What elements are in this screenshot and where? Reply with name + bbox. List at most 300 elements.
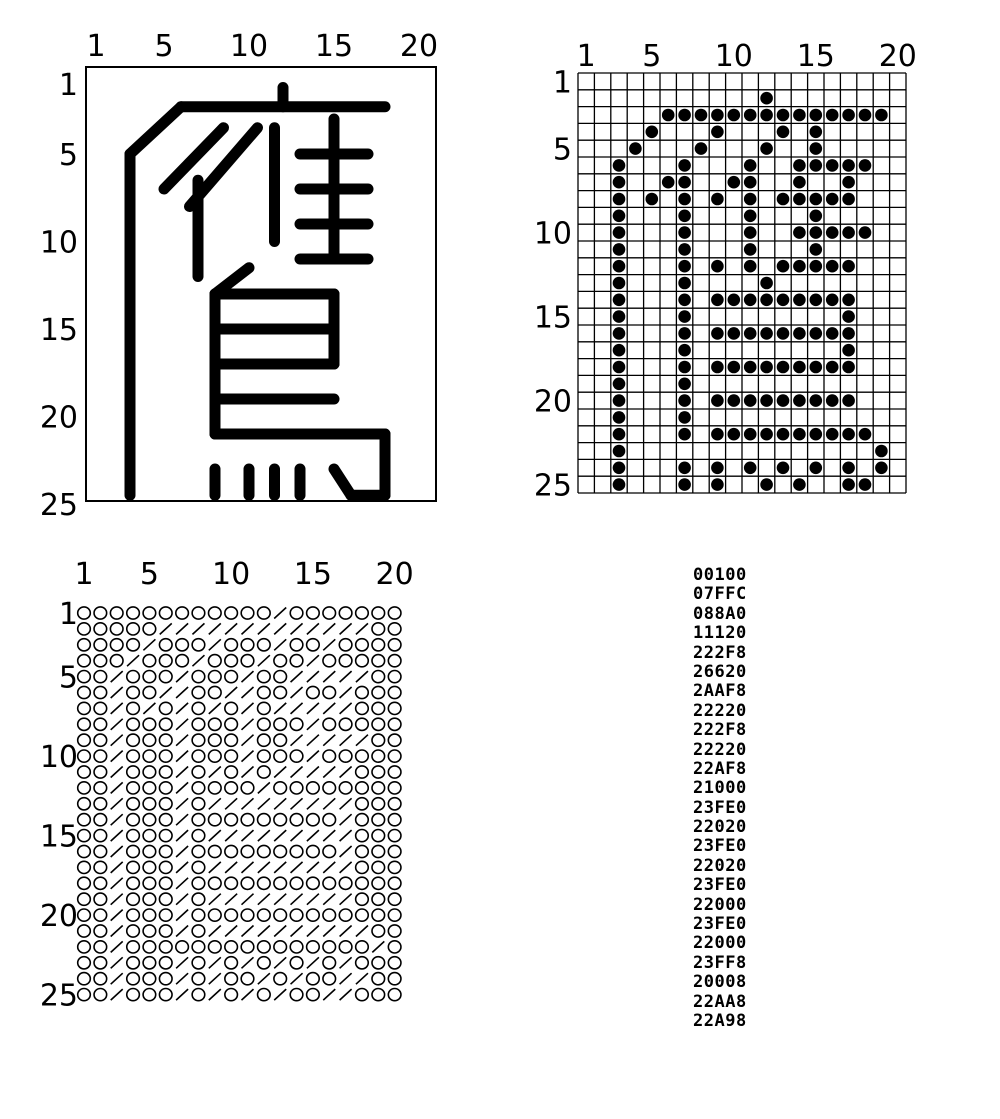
pattern-slash <box>209 989 221 1000</box>
pattern-o <box>356 750 369 762</box>
column-tick-label: 10 <box>229 29 269 64</box>
pattern-o <box>78 686 91 698</box>
pattern-o <box>192 830 205 842</box>
pattern-o <box>209 877 222 889</box>
pattern-o <box>159 925 172 937</box>
pattern-o <box>127 686 140 698</box>
pattern-slash <box>291 767 303 778</box>
pattern-slash <box>340 846 352 857</box>
filled-dot <box>613 294 626 307</box>
hex-code-row: 2AAF8 <box>693 681 747 702</box>
filled-dot <box>760 327 773 340</box>
pattern-o <box>143 734 156 746</box>
pattern-o <box>388 623 401 635</box>
row-tick-label: 1 <box>552 65 572 101</box>
hex-code-row: 222F8 <box>693 642 747 663</box>
pattern-o <box>258 941 271 953</box>
pattern-o <box>94 830 107 842</box>
pattern-o <box>143 623 156 635</box>
pattern-o <box>356 686 369 698</box>
filled-dot <box>711 327 724 340</box>
pattern-slash <box>323 926 335 937</box>
pattern-o <box>372 607 385 619</box>
filled-dot <box>678 193 691 206</box>
pattern-o <box>225 734 238 746</box>
pattern-o <box>274 941 287 953</box>
filled-dot <box>842 176 855 189</box>
filled-dot <box>678 344 691 357</box>
pattern-o <box>94 718 107 730</box>
pattern-o <box>78 893 91 905</box>
pattern-o <box>258 702 271 714</box>
pattern-slash <box>323 703 335 714</box>
pattern-o <box>225 989 238 1001</box>
pattern-o <box>209 655 222 667</box>
pattern-slash <box>111 671 123 682</box>
pattern-o <box>78 909 91 921</box>
filled-dot <box>711 109 724 122</box>
filled-dot <box>793 361 806 374</box>
filled-dot <box>744 243 757 256</box>
pattern-o <box>94 941 107 953</box>
pattern-o <box>356 893 369 905</box>
hex-code-row: 22220 <box>693 739 747 760</box>
pattern-slash <box>323 767 335 778</box>
pattern-slash <box>307 862 319 873</box>
pattern-o <box>323 686 336 698</box>
pattern-slash <box>111 782 123 793</box>
row-tick-label: 5 <box>552 132 572 168</box>
pattern-o <box>94 639 107 651</box>
filled-dot <box>744 109 757 122</box>
pattern-o <box>225 766 238 778</box>
pattern-slash <box>340 862 352 873</box>
pattern-o <box>339 941 352 953</box>
pattern-o <box>94 989 107 1001</box>
pattern-o <box>356 702 369 714</box>
pattern-o <box>127 909 140 921</box>
pattern-o <box>372 925 385 937</box>
hex-code-row: 23FF8 <box>693 952 747 973</box>
pattern-slash <box>111 798 123 809</box>
filled-dot <box>842 327 855 340</box>
pattern-o <box>159 909 172 921</box>
pattern-slash <box>176 973 188 984</box>
pattern-o <box>94 750 107 762</box>
pattern-o <box>372 782 385 794</box>
filled-dot <box>810 394 823 407</box>
pattern-o <box>307 782 320 794</box>
pattern-slash <box>307 767 319 778</box>
pattern-slash <box>176 719 188 730</box>
pattern-o <box>209 718 222 730</box>
pattern-o <box>78 957 91 969</box>
pattern-slash <box>225 798 237 809</box>
pattern-o <box>388 989 401 1001</box>
pattern-slash <box>323 989 335 1000</box>
pattern-o <box>372 734 385 746</box>
pattern-o <box>290 639 303 651</box>
filled-dot <box>859 159 872 172</box>
pattern-o <box>159 989 172 1001</box>
pattern-o <box>388 957 401 969</box>
filled-dot <box>728 294 741 307</box>
filled-dot <box>777 109 790 122</box>
pattern-slash <box>176 671 188 682</box>
pattern-o <box>94 877 107 889</box>
pattern-slash <box>274 767 286 778</box>
pattern-slash <box>242 989 254 1000</box>
pattern-o <box>127 718 140 730</box>
filled-dot <box>842 260 855 273</box>
pattern-o <box>290 957 303 969</box>
pattern-o <box>78 607 91 619</box>
pattern-o <box>192 814 205 826</box>
filled-dot <box>842 344 855 357</box>
filled-dot <box>826 159 839 172</box>
pattern-slash <box>242 671 254 682</box>
pattern-o <box>192 941 205 953</box>
filled-dot <box>793 193 806 206</box>
pattern-slash <box>356 623 368 634</box>
pattern-o <box>110 655 123 667</box>
pattern-o <box>307 989 320 1001</box>
pattern-slash <box>307 830 319 841</box>
pattern-o <box>388 718 401 730</box>
filled-dot <box>678 226 691 239</box>
pattern-slash <box>258 623 270 634</box>
pattern-o <box>143 655 156 667</box>
filled-dot <box>613 260 626 273</box>
pattern-o <box>372 671 385 683</box>
filled-dot <box>810 126 823 139</box>
pattern-o <box>143 973 156 985</box>
pattern-slash <box>209 767 221 778</box>
pattern-o <box>78 814 91 826</box>
pattern-o <box>209 607 222 619</box>
pattern-slash <box>225 830 237 841</box>
pattern-o <box>78 861 91 873</box>
hex-code-row: 23FE0 <box>693 836 747 857</box>
filled-dot <box>777 394 790 407</box>
pattern-slash <box>291 687 303 698</box>
pattern-o <box>372 623 385 635</box>
pattern-o <box>372 973 385 985</box>
pattern-slash <box>307 703 319 714</box>
row-tick-label: 5 <box>58 660 78 696</box>
pattern-slash <box>176 623 188 634</box>
pattern-slash <box>111 703 123 714</box>
column-tick-label: 5 <box>154 29 174 64</box>
pattern-slash <box>323 623 335 634</box>
pattern-slash <box>176 814 188 825</box>
pattern-slash <box>291 894 303 905</box>
filled-dot <box>793 176 806 189</box>
pattern-o <box>388 639 401 651</box>
pattern-o <box>78 623 91 635</box>
pattern-o <box>225 845 238 857</box>
glyph-stroke <box>334 469 351 495</box>
pattern-o <box>372 718 385 730</box>
filled-dot <box>711 428 724 441</box>
text-pattern-panel <box>0 540 500 1119</box>
filled-dot <box>613 193 626 206</box>
column-tick-label: 1 <box>576 39 596 74</box>
pattern-slash <box>274 989 286 1000</box>
filled-dot <box>613 478 626 491</box>
pattern-o <box>78 718 91 730</box>
pattern-o <box>372 845 385 857</box>
pattern-o <box>192 686 205 698</box>
pattern-o <box>143 750 156 762</box>
column-tick-label: 10 <box>212 557 251 592</box>
filled-dot <box>678 294 691 307</box>
filled-dot <box>842 159 855 172</box>
pattern-o <box>323 750 336 762</box>
filled-dot <box>678 378 691 391</box>
pattern-o <box>388 734 401 746</box>
pattern-o <box>356 877 369 889</box>
pattern-o <box>127 734 140 746</box>
pattern-o <box>372 750 385 762</box>
pattern-o <box>192 734 205 746</box>
pattern-o <box>356 861 369 873</box>
filled-dot <box>875 462 888 475</box>
filled-dot <box>810 243 823 256</box>
pattern-o <box>356 814 369 826</box>
pattern-o <box>192 798 205 810</box>
pattern-o <box>127 830 140 842</box>
pattern-o <box>110 639 123 651</box>
pattern-o <box>290 941 303 953</box>
pattern-o <box>225 973 238 985</box>
pattern-o <box>323 607 336 619</box>
filled-dot <box>826 193 839 206</box>
pattern-slash <box>111 719 123 730</box>
pattern-o <box>159 655 172 667</box>
pattern-o <box>143 686 156 698</box>
column-tick-label: 15 <box>796 39 835 74</box>
dot-matrix-panel <box>500 0 1000 540</box>
pattern-slash <box>274 862 286 873</box>
pattern-o <box>94 861 107 873</box>
pattern-o <box>388 973 401 985</box>
filled-dot <box>678 243 691 256</box>
filled-dot <box>613 394 626 407</box>
pattern-o <box>209 941 222 953</box>
hex-code-row: 26620 <box>693 661 747 682</box>
pattern-o <box>159 750 172 762</box>
pattern-slash <box>291 830 303 841</box>
pattern-slash <box>176 830 188 841</box>
pattern-slash <box>340 957 352 968</box>
pattern-slash <box>111 989 123 1000</box>
filled-dot <box>662 176 675 189</box>
filled-dot <box>678 260 691 273</box>
pattern-o <box>307 845 320 857</box>
hex-code-row: 22220 <box>693 700 747 721</box>
hex-code-row: 22000 <box>693 894 747 915</box>
pattern-slash <box>258 655 270 666</box>
pattern-o <box>78 989 91 1001</box>
pattern-slash <box>372 941 384 952</box>
filled-dot <box>810 428 823 441</box>
pattern-o <box>372 655 385 667</box>
pattern-o <box>241 639 254 651</box>
pattern-slash <box>176 989 188 1000</box>
pattern-o <box>143 766 156 778</box>
filled-dot <box>793 327 806 340</box>
pattern-o <box>143 671 156 683</box>
pattern-slash <box>209 973 221 984</box>
pattern-o <box>94 957 107 969</box>
pattern-o <box>159 877 172 889</box>
pattern-o <box>127 877 140 889</box>
pattern-slash <box>307 671 319 682</box>
pattern-o <box>127 766 140 778</box>
filled-dot <box>826 394 839 407</box>
row-tick-label: 10 <box>39 225 78 261</box>
pattern-slash <box>258 973 270 984</box>
filled-dot <box>810 294 823 307</box>
filled-dot <box>777 126 790 139</box>
pattern-slash <box>274 639 286 650</box>
pattern-o <box>307 909 320 921</box>
filled-dot <box>859 109 872 122</box>
pattern-o <box>94 845 107 857</box>
pattern-o <box>94 607 107 619</box>
pattern-o <box>388 845 401 857</box>
pattern-o <box>78 925 91 937</box>
filled-dot <box>810 142 823 155</box>
pattern-o <box>372 798 385 810</box>
pattern-slash <box>307 735 319 746</box>
filled-dot <box>678 394 691 407</box>
pattern-slash <box>225 862 237 873</box>
filled-dot <box>613 462 626 475</box>
pattern-o <box>258 718 271 730</box>
pattern-slash <box>307 719 319 730</box>
row-tick-label: 10 <box>533 216 572 252</box>
pattern-o <box>225 639 238 651</box>
pattern-o <box>94 655 107 667</box>
filled-dot <box>760 92 773 105</box>
pattern-o <box>388 686 401 698</box>
filled-dot <box>842 193 855 206</box>
pattern-o <box>159 861 172 873</box>
pattern-slash <box>340 894 352 905</box>
pattern-slash <box>209 798 221 809</box>
pattern-o <box>274 718 287 730</box>
pattern-o <box>225 782 238 794</box>
pattern-o <box>94 734 107 746</box>
filled-dot <box>793 294 806 307</box>
pattern-o <box>127 671 140 683</box>
pattern-o <box>388 766 401 778</box>
pattern-slash <box>176 751 188 762</box>
pattern-o <box>290 782 303 794</box>
pattern-o <box>372 989 385 1001</box>
pattern-o <box>241 814 254 826</box>
filled-dot <box>728 428 741 441</box>
pattern-o <box>225 607 238 619</box>
pattern-slash <box>274 623 286 634</box>
filled-dot <box>842 394 855 407</box>
pattern-o <box>127 750 140 762</box>
pattern-slash <box>111 767 123 778</box>
pattern-o <box>127 814 140 826</box>
pattern-o <box>127 623 140 635</box>
hex-code-row: 22020 <box>693 817 747 838</box>
filled-dot <box>711 394 724 407</box>
pattern-o <box>192 861 205 873</box>
pattern-slash <box>307 623 319 634</box>
pattern-o <box>258 957 271 969</box>
row-tick-label: 15 <box>533 300 572 336</box>
dot-grid <box>578 73 906 493</box>
hex-code-row: 11120 <box>693 623 747 644</box>
hex-code-row: 22000 <box>693 933 747 954</box>
pattern-slash <box>340 798 352 809</box>
pattern-o <box>323 655 336 667</box>
pattern-o <box>94 702 107 714</box>
filled-dot <box>760 394 773 407</box>
pattern-o <box>372 893 385 905</box>
filled-dot <box>711 126 724 139</box>
pattern-slash <box>111 878 123 889</box>
pattern-o <box>209 750 222 762</box>
pattern-o <box>372 766 385 778</box>
filled-dot <box>695 109 708 122</box>
filled-dot <box>678 411 691 424</box>
pattern-slash <box>242 687 254 698</box>
filled-dot <box>859 226 872 239</box>
pattern-o <box>192 766 205 778</box>
pattern-o <box>372 957 385 969</box>
hex-code-row: 22AA8 <box>693 991 747 1012</box>
row-tick-label: 25 <box>533 468 572 504</box>
filled-dot <box>613 428 626 441</box>
pattern-o <box>78 702 91 714</box>
pattern-slash <box>209 926 221 937</box>
pattern-slash <box>307 798 319 809</box>
filled-dot <box>810 193 823 206</box>
pattern-slash <box>209 703 221 714</box>
pattern-o <box>78 671 91 683</box>
filled-dot <box>613 243 626 256</box>
pattern-o <box>192 782 205 794</box>
pattern-slash <box>307 957 319 968</box>
pattern-slash <box>192 623 204 634</box>
pattern-slash <box>274 608 286 619</box>
pattern-o <box>241 655 254 667</box>
pattern-slash <box>242 767 254 778</box>
pattern-o <box>127 607 140 619</box>
pattern-o <box>258 877 271 889</box>
filled-dot <box>728 361 741 374</box>
filled-dot <box>760 277 773 290</box>
filled-dot <box>760 294 773 307</box>
pattern-slash <box>274 926 286 937</box>
pattern-slash <box>340 703 352 714</box>
pattern-o <box>143 718 156 730</box>
filled-dot <box>613 210 626 223</box>
filled-dot <box>613 327 626 340</box>
pattern-o <box>209 909 222 921</box>
pattern-o <box>356 830 369 842</box>
pattern-o <box>94 814 107 826</box>
pattern-slash <box>307 926 319 937</box>
